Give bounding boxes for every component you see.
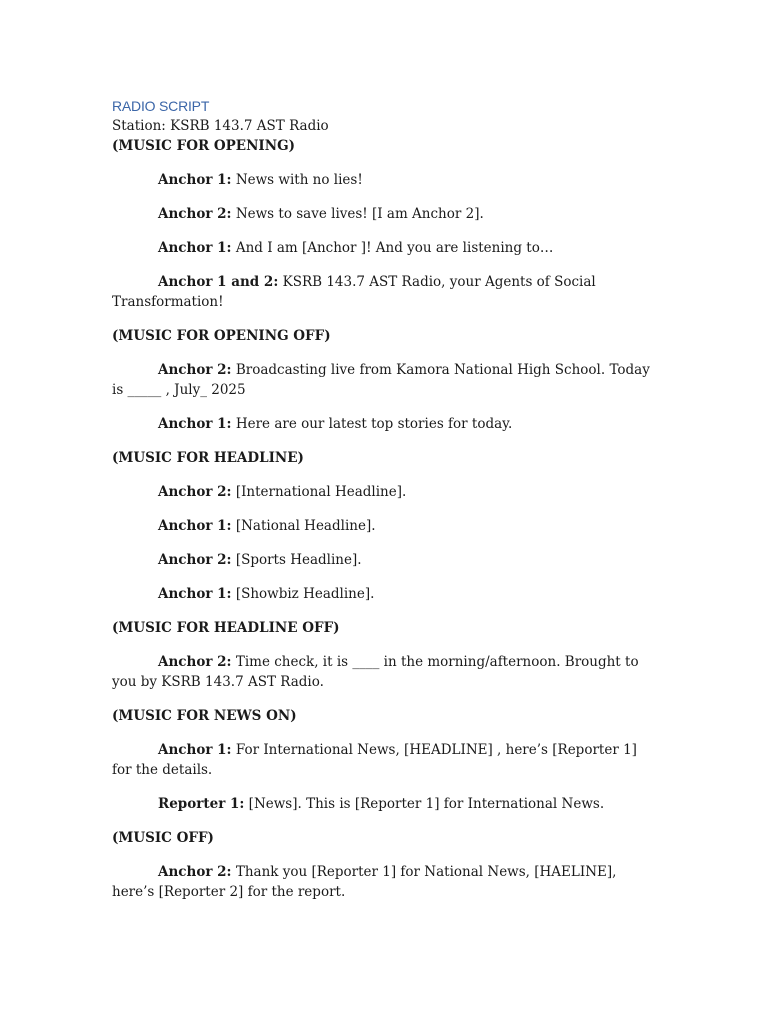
script-line <box>112 550 657 570</box>
document-page <box>112 96 657 902</box>
speaker-name: Anchor 1: <box>158 240 232 256</box>
dialogue-text: News with no lies! <box>231 172 363 188</box>
dialogue-text: Here are our latest top stories for today. <box>231 416 513 432</box>
script-line <box>112 794 657 814</box>
script-line <box>112 204 657 224</box>
script-line <box>112 170 657 190</box>
speaker-name: Anchor 2: <box>158 552 232 568</box>
script-line <box>112 862 657 902</box>
script-line <box>112 584 657 604</box>
dialogue-text: News to save lives! [I am Anchor 2]. <box>231 206 484 222</box>
station-line: Station: KSRB 143.7 AST Radio <box>112 118 329 134</box>
script-body <box>112 136 657 902</box>
dialogue-text: Thank you [Reporter 1] for National News, [HAELINE], here’s [Reporter 2] for the report. <box>112 864 617 900</box>
speaker-name: Anchor 1: <box>158 518 232 534</box>
dialogue-text: [News]. This is [Reporter 1] for International News. <box>244 796 605 812</box>
music-cue: (MUSIC FOR HEADLINE) <box>112 450 304 466</box>
speaker-name: Anchor 2: <box>158 864 232 880</box>
script-line <box>112 272 657 312</box>
music-cue: (MUSIC FOR OPENING) <box>112 138 295 154</box>
dialogue-text: [Showbiz Headline]. <box>231 586 375 602</box>
dialogue-text: [International Headline]. <box>231 484 407 500</box>
dialogue-text: [Sports Headline]. <box>231 552 362 568</box>
script-line <box>112 652 657 692</box>
speaker-name: Anchor 1: <box>158 172 232 188</box>
script-line <box>112 516 657 536</box>
speaker-name: Reporter 1: <box>158 796 245 812</box>
dialogue-text: [National Headline]. <box>231 518 376 534</box>
script-line <box>112 740 657 780</box>
dialogue-text: KSRB 143.7 AST Radio, your Agents of Social Transformation! <box>112 274 596 310</box>
music-cue: (MUSIC OFF) <box>112 830 214 846</box>
speaker-name: Anchor 1 and 2: <box>158 274 279 290</box>
speaker-name: Anchor 2: <box>158 362 232 378</box>
script-line <box>112 482 657 502</box>
document-title: RADIO SCRIPT <box>112 98 210 114</box>
dialogue-text: Broadcasting live from Kamora National High School. Today is _____ , July_ 2025 <box>112 362 650 398</box>
script-line <box>112 238 657 258</box>
script-line <box>112 414 657 434</box>
speaker-name: Anchor 2: <box>158 654 232 670</box>
music-cue: (MUSIC FOR OPENING OFF) <box>112 328 331 344</box>
speaker-name: Anchor 1: <box>158 586 232 602</box>
speaker-name: Anchor 1: <box>158 416 232 432</box>
dialogue-text: For International News, [HEADLINE] , here’s [Reporter 1] for the details. <box>112 742 637 778</box>
dialogue-text: Time check, it is ____ in the morning/afternoon. Brought to you by KSRB 143.7 AST Radio. <box>112 654 639 690</box>
speaker-name: Anchor 1: <box>158 742 232 758</box>
speaker-name: Anchor 2: <box>158 484 232 500</box>
music-cue: (MUSIC FOR HEADLINE OFF) <box>112 620 340 636</box>
script-line <box>112 360 657 400</box>
speaker-name: Anchor 2: <box>158 206 232 222</box>
music-cue: (MUSIC FOR NEWS ON) <box>112 708 297 724</box>
dialogue-text: And I am [Anchor ]! And you are listening to… <box>231 240 554 256</box>
